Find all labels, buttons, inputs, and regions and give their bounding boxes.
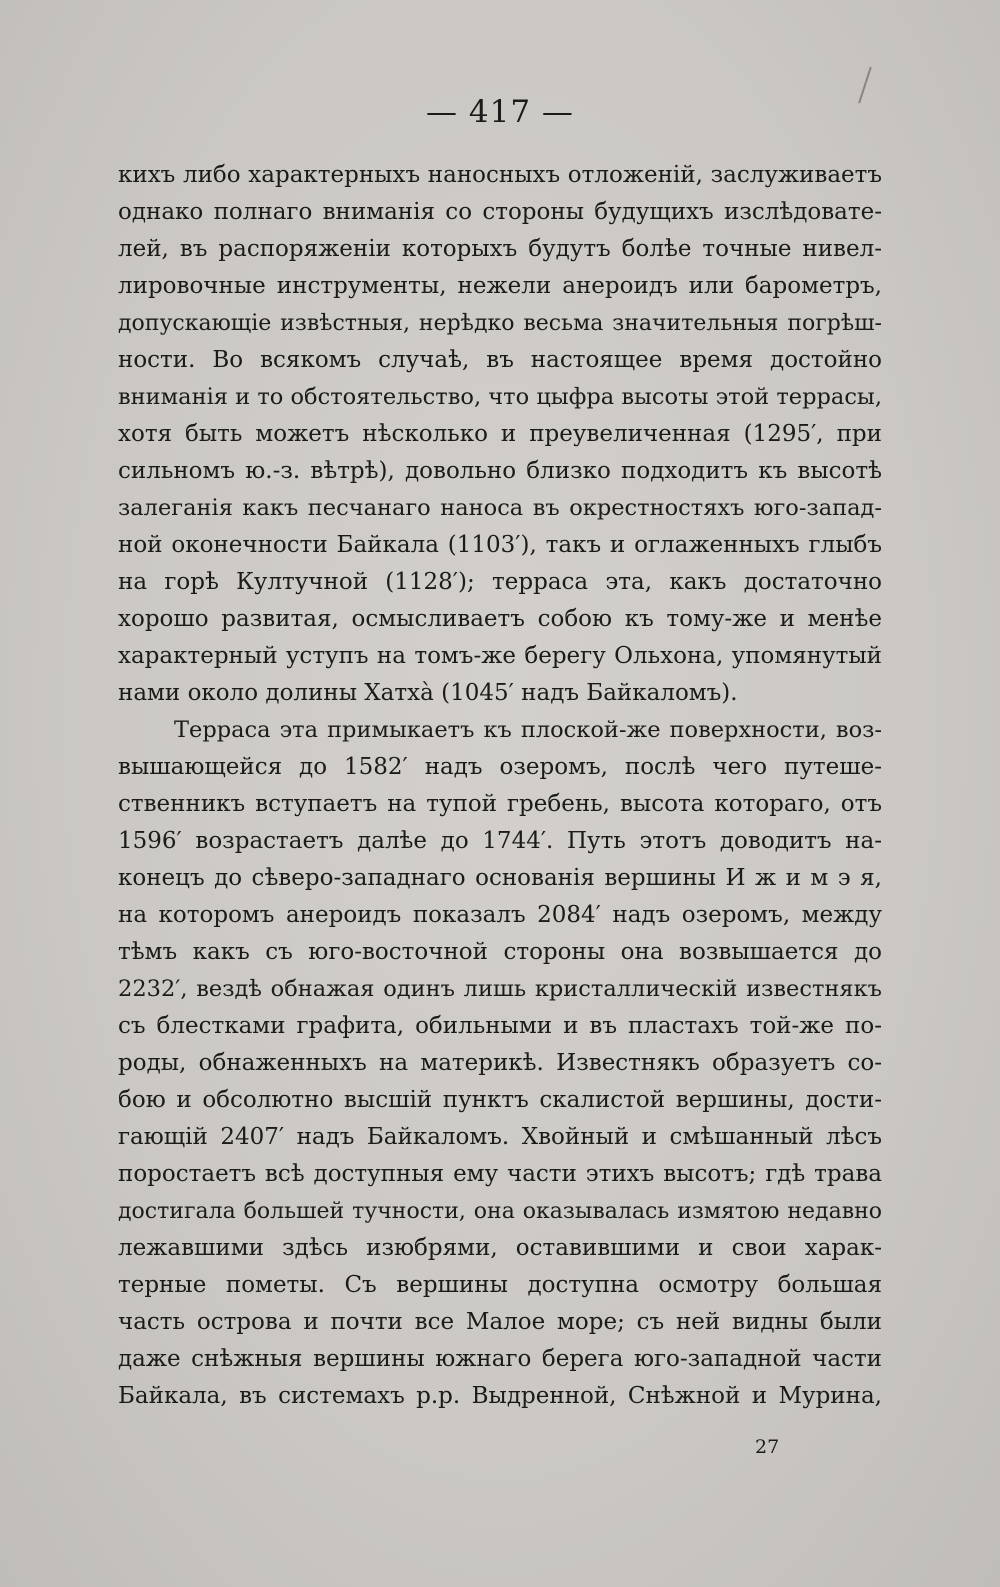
signature-mark: 27	[755, 1436, 780, 1458]
text-line: на горѣ Култучной (1128′); терраса эта, какъ достаточно	[118, 569, 882, 595]
text-line: однако полнаго вниманія со стороны будущихъ изслѣдовате-	[118, 199, 882, 225]
text-line: на которомъ анероидъ показалъ 2084′ надъ озеромъ, между	[118, 902, 882, 928]
text-line: характерный уступъ на томъ-же берегу Ольхона, упомянутый	[118, 643, 882, 669]
text-line: тѣмъ какъ съ юго-восточной стороны она возвышается до	[118, 939, 882, 965]
text-line: вышающейся до 1582′ надъ озеромъ, послѣ чего путеше-	[118, 754, 882, 780]
text-line: лей, въ распоряженіи которыхъ будутъ болѣе точные нивел-	[118, 236, 882, 262]
text-line: кихъ либо характерныхъ наносныхъ отложеній, заслуживаетъ	[118, 162, 882, 188]
text-line: сильномъ ю.-з. вѣтрѣ), довольно близко подходитъ къ высотѣ	[118, 458, 882, 484]
page-number: — 417 —	[426, 94, 574, 130]
text-line: съ блестками графита, обильными и въ пластахъ той-же по-	[118, 1013, 882, 1039]
text-line: Байкала, въ системахъ р.р. Выдренной, Снѣжной и Мурина,	[118, 1383, 882, 1409]
text-line: хотя быть можетъ нѣсколько и преувеличенная (1295′, при	[118, 421, 882, 447]
text-line: 1596′ возрастаетъ далѣе до 1744′. Путь этотъ доводитъ на-	[118, 828, 882, 854]
text-line: хорошо развитая, осмысливаетъ собою къ тому-же и менѣе	[118, 606, 882, 632]
text-line: ной оконечности Байкала (1103′), такъ и оглаженныхъ глыбъ	[118, 532, 882, 558]
text-line: ности. Во всякомъ случаѣ, въ настоящее время достойно	[118, 347, 882, 373]
text-line: залеганія какъ песчанаго наноса въ окрестностяхъ юго-запад-	[118, 495, 882, 521]
text-line: допускающіе извѣстныя, нерѣдко весьма значительныя погрѣш-	[118, 311, 882, 336]
text-line: нами около долины Хатха̀ (1045′ надъ Байкаломъ).	[118, 680, 738, 706]
text-line: достигала большей тучности, она оказывалась измятою недавно	[118, 1199, 882, 1224]
text-line: конецъ до сѣверо-западнаго основанія вершины И ж и м э я,	[118, 865, 882, 891]
text-line: поростаетъ всѣ доступныя ему части этихъ высотъ; гдѣ трава	[118, 1161, 882, 1187]
text-line: Терраса эта примыкаетъ къ плоской-же поверхности, воз-	[174, 717, 882, 743]
text-line: лежавшими здѣсь изюбрями, оставившими и свои харак-	[118, 1235, 882, 1261]
body-text	[118, 157, 882, 1415]
text-line: роды, обнаженныхъ на материкѣ. Известнякъ образуетъ со-	[118, 1050, 882, 1076]
text-line: часть острова и почти все Малое море; съ ней видны были	[118, 1309, 882, 1335]
text-line: терные пометы. Съ вершины доступна осмотру большая	[118, 1272, 882, 1298]
text-line: лировочные инструменты, нежели анероидъ или барометръ,	[118, 273, 882, 299]
text-line: даже снѣжныя вершины южнаго берега юго-западной части	[118, 1346, 882, 1372]
text-line: вниманія и то обстоятельство, что цыфра высоты этой террасы,	[118, 384, 882, 410]
text-line: ственникъ вступаетъ на тупой гребень, высота котораго, отъ	[118, 791, 882, 817]
text-line: 2232′, вездѣ обнажая одинъ лишь кристаллическій известнякъ	[118, 976, 882, 1002]
text-line: гающій 2407′ надъ Байкаломъ. Хвойный и смѣшанный лѣсъ	[118, 1124, 882, 1150]
text-line: бою и обсолютно высшій пунктъ скалистой вершины, дости-	[118, 1087, 882, 1113]
